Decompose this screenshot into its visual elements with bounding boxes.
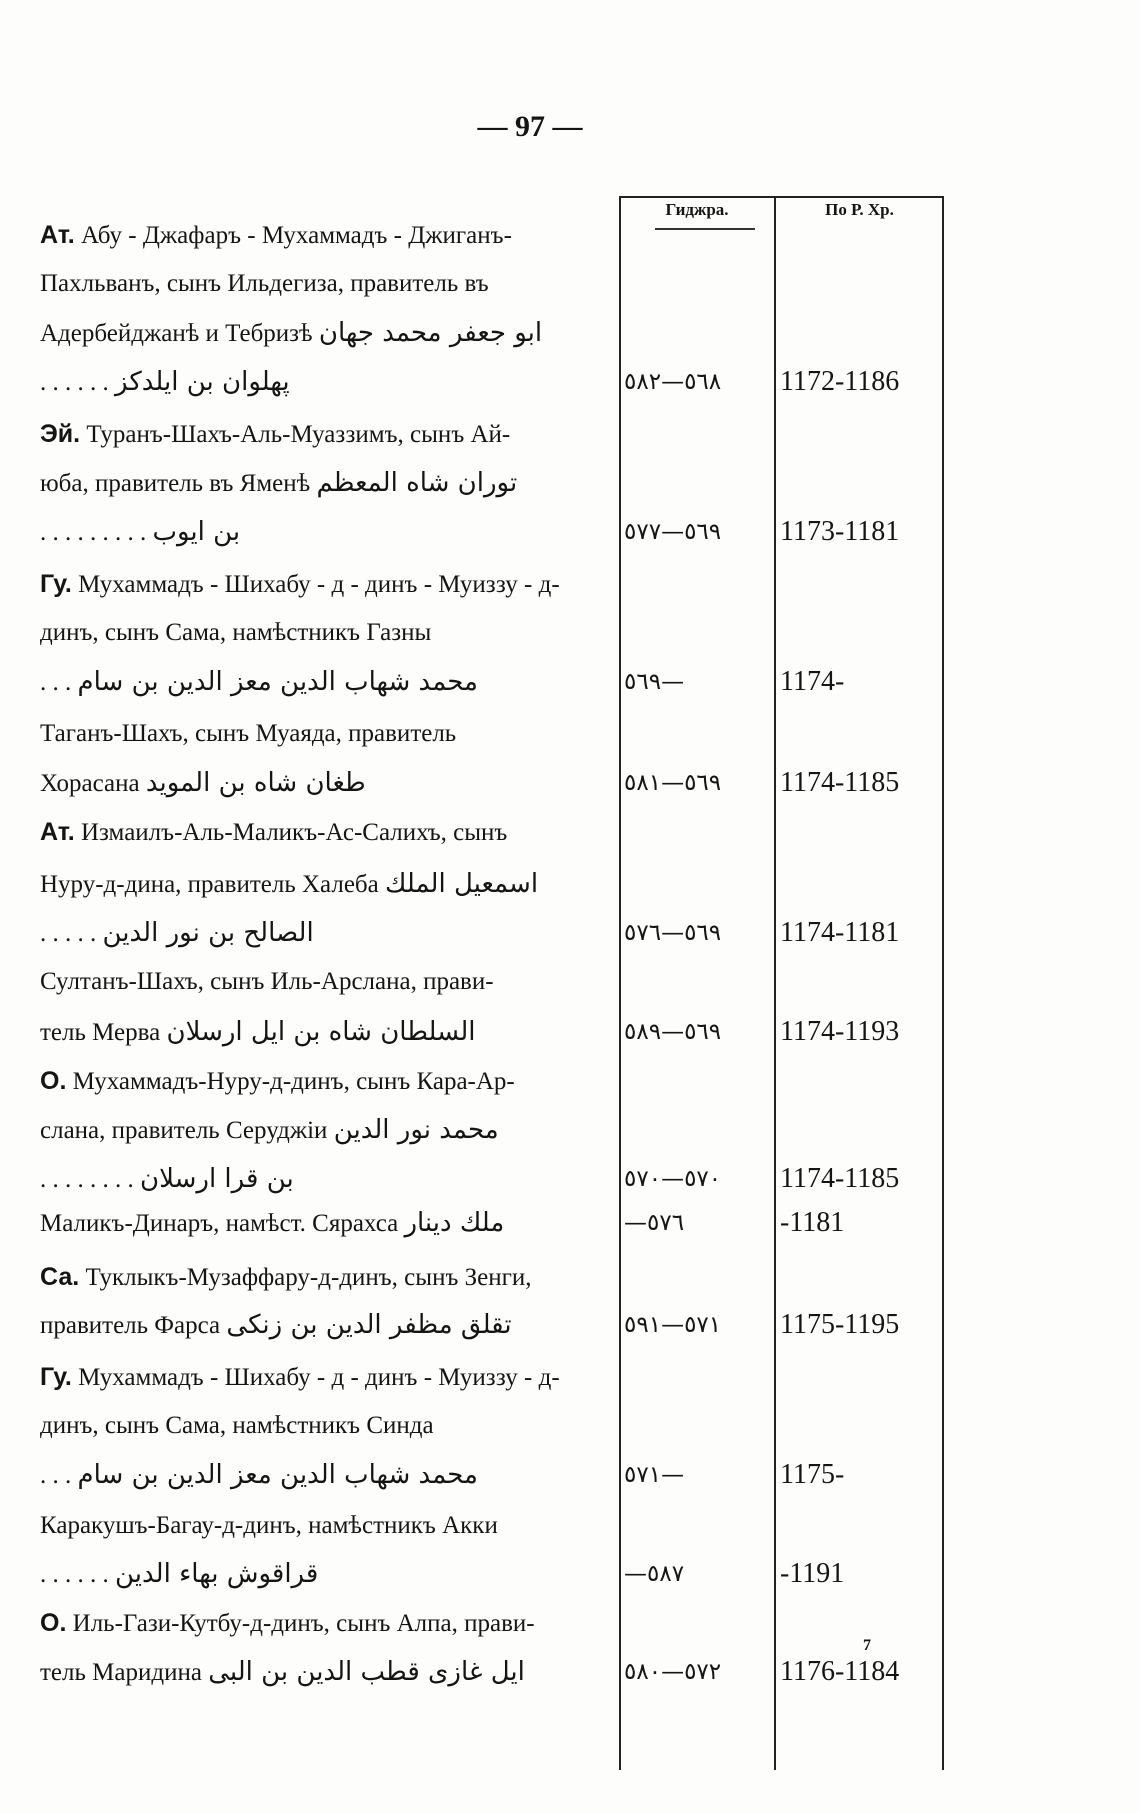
entry-line	[40, 1651, 608, 1693]
entry-text: . . .	[40, 669, 72, 696]
entry-line	[40, 1304, 608, 1346]
entry-line	[40, 1109, 608, 1151]
signature-mark: 7	[863, 1637, 871, 1654]
entry-text: юба, правитель въ Яменѣ	[40, 470, 311, 497]
hijra-column-header: Гиджра.	[665, 200, 729, 219]
entry-text: Маликъ-Динаръ, намѣст. Сярахса	[40, 1210, 399, 1237]
entry-text: динъ, сынъ Сама, намѣстникъ Синда	[40, 1412, 434, 1439]
arabic-name: محمد شهاب الدين معز الدين بن سام	[77, 1460, 478, 1490]
arabic-name: محمد نور الدين	[333, 1115, 499, 1145]
christian-era-date: 1174-1181	[780, 917, 900, 948]
entry-text: Мухаммадъ-Нуру-д-динъ, сынъ Кара-Ар-	[72, 1068, 515, 1095]
entry-text: . . .	[40, 1462, 72, 1489]
entry-text: правитель Фарса	[40, 1312, 221, 1339]
entry-text: Туранъ-Шахъ-Аль-Муаззимъ, сынъ Ай-	[86, 421, 511, 448]
entry-line	[40, 961, 608, 1003]
entry-line	[40, 1060, 608, 1102]
date-columns-frame	[619, 196, 944, 1770]
dynasty-code: Ат.	[40, 221, 75, 249]
entry-text: тель Мерва	[40, 1019, 161, 1046]
christian-era-date: 1174-1185	[780, 1163, 900, 1194]
christian-era-date: 1173-1181	[780, 516, 900, 547]
arabic-name: ملك دينار	[404, 1208, 505, 1238]
arabic-name: اسمعيل الملك	[384, 869, 539, 899]
arabic-name: قراقوش بهاء الدين	[115, 1559, 319, 1589]
hijra-date: —٥٨٧	[624, 1561, 685, 1587]
entry-text: Нуру-д-дина, правитель Халеба	[40, 871, 379, 898]
entry-line	[40, 811, 608, 853]
entry-text: Адербейджанѣ и Тебризѣ	[40, 320, 313, 347]
dynasty-code: Ат.	[40, 818, 75, 846]
arabic-name: بن ايوب	[152, 517, 241, 547]
dynasty-code: Гу.	[40, 570, 72, 598]
arabic-name: طغان شاه بن المويد	[145, 768, 366, 798]
entry-text: . . . . .	[40, 920, 97, 947]
arabic-name: السلطان شاه بن ايل ارسلان	[166, 1017, 476, 1047]
hijra-date: ٥٧١—	[624, 1462, 685, 1488]
entry-text: Мухаммадъ - Шихабу - д - динъ - Муиззу - д-	[78, 571, 560, 598]
arabic-name: پهلوان بن ايلدكز	[115, 367, 290, 397]
column-divider	[774, 196, 776, 1770]
entry-line	[40, 361, 608, 403]
christian-era-date: -1191	[780, 1558, 845, 1589]
entry-line	[40, 1158, 608, 1200]
hijra-date: ٥٦٩—٥٧٦	[624, 920, 722, 946]
entry-text: Мухаммадъ - Шихабу - д - динъ - Муиззу - д-	[78, 1364, 560, 1391]
hijra-date: ٥٧٠—٥٧٠	[624, 1166, 722, 1192]
entry-text: . . . . . .	[40, 1561, 109, 1588]
hijra-date: ٥٦٨—٥٨٢	[624, 369, 722, 395]
entry-text: Таганъ-Шахъ, сынъ Муаяда, правитель	[40, 720, 457, 747]
arabic-name: محمد شهاب الدين معز الدين بن سام	[77, 667, 478, 697]
entry-text: Туклыкъ-Музаффару-д-динъ, сынъ Зенги,	[85, 1264, 532, 1291]
christian-era-date: 1176-1184	[780, 1656, 900, 1687]
dynasty-code: О.	[40, 1067, 67, 1095]
entry-line	[40, 1405, 608, 1447]
entry-line	[40, 912, 608, 954]
entry-line	[40, 863, 608, 905]
dynasty-code: О.	[40, 1609, 67, 1637]
christian-era-date: 1175-1195	[780, 1309, 900, 1340]
entry-line	[40, 214, 608, 256]
entry-text: . . . . . . . .	[40, 1166, 134, 1193]
hijra-date: ٥٦٩—	[624, 669, 685, 695]
christian-era-date: 1174-1193	[780, 1016, 900, 1047]
dynasty-code: Эй.	[40, 420, 81, 448]
entry-text: Пахльванъ, сынъ Ильдегиза, правитель въ	[40, 270, 489, 297]
hijra-date: —٥٧٦	[624, 1210, 685, 1236]
entry-text: тель Маридина	[40, 1659, 202, 1686]
entry-line	[40, 263, 608, 305]
entry-text: Каракушъ-Багау-д-динъ, намѣстникъ Акки	[40, 1512, 498, 1539]
entry-line	[40, 1356, 608, 1398]
entry-text: Хорасана	[40, 770, 140, 797]
entry-text: слана, правитель Серуджіи	[40, 1117, 328, 1144]
entry-text: Султанъ-Шахъ, сынъ Иль-Арслана, прави-	[40, 968, 494, 995]
entry-line	[40, 1454, 608, 1496]
entry-text: . . . . . . . . .	[40, 519, 147, 546]
arabic-name: بن قرا ارسلان	[140, 1164, 294, 1194]
arabic-name: توران شاه المعظم	[316, 468, 518, 498]
entry-line	[40, 511, 608, 553]
entry-text: . . . . . .	[40, 369, 109, 396]
entry-text: динъ, сынъ Сама, намѣстникъ Газны	[40, 619, 432, 646]
entry-line	[40, 1602, 608, 1644]
entry-text: Абу - Джафаръ - Мухаммадъ - Джиганъ-	[80, 222, 512, 249]
arabic-name: الصالح بن نور الدين	[102, 918, 314, 948]
entry-text: Иль-Гази-Кутбу-д-динъ, сынъ Алпа, прави-	[72, 1610, 535, 1637]
christian-era-date: 1174-	[780, 666, 845, 697]
entry-line	[40, 713, 608, 755]
christian-era-date: -1181	[780, 1207, 845, 1238]
entry-line	[40, 1256, 608, 1298]
hijra-date: ٥٦٩—٥٧٧	[624, 519, 722, 545]
entry-line	[40, 762, 608, 804]
christian-era-date: 1172-1186	[780, 366, 900, 397]
entry-text: Измаилъ-Аль-Маликъ-Ас-Салихъ, сынъ	[80, 819, 508, 846]
arabic-name: ايل غازى قطب الدين بن البى	[208, 1657, 525, 1687]
hijra-date: ٥٧١—٥٩١	[624, 1312, 722, 1338]
entry-line	[40, 563, 608, 605]
hijra-header-underline	[655, 228, 755, 230]
hijra-date: ٥٦٩—٥٨١	[624, 770, 722, 796]
entry-line	[40, 661, 608, 703]
entry-line	[40, 462, 608, 504]
arabic-name: ابو جعفر محمد جهان	[318, 318, 543, 348]
christian-era-date: 1175-	[780, 1459, 845, 1490]
hijra-date: ٥٧٢—٥٨٠	[624, 1659, 722, 1685]
entry-line	[40, 1202, 608, 1244]
hijra-date: ٥٦٩—٥٨٩	[624, 1019, 722, 1045]
entry-line	[40, 312, 608, 354]
entry-line	[40, 1011, 608, 1053]
christian-era-date: 1174-1185	[780, 767, 900, 798]
entry-line	[40, 612, 608, 654]
entry-line	[40, 413, 608, 455]
page-number: — 97 —	[477, 110, 583, 143]
entry-line	[40, 1505, 608, 1547]
entry-line	[40, 1553, 608, 1595]
dynasty-code: Гу.	[40, 1363, 72, 1391]
dynasty-code: Са.	[40, 1263, 80, 1291]
christian-era-column-header: По Р. Хр.	[825, 200, 894, 219]
arabic-name: تقلق مظفر الدين بن زنكى	[226, 1310, 512, 1340]
